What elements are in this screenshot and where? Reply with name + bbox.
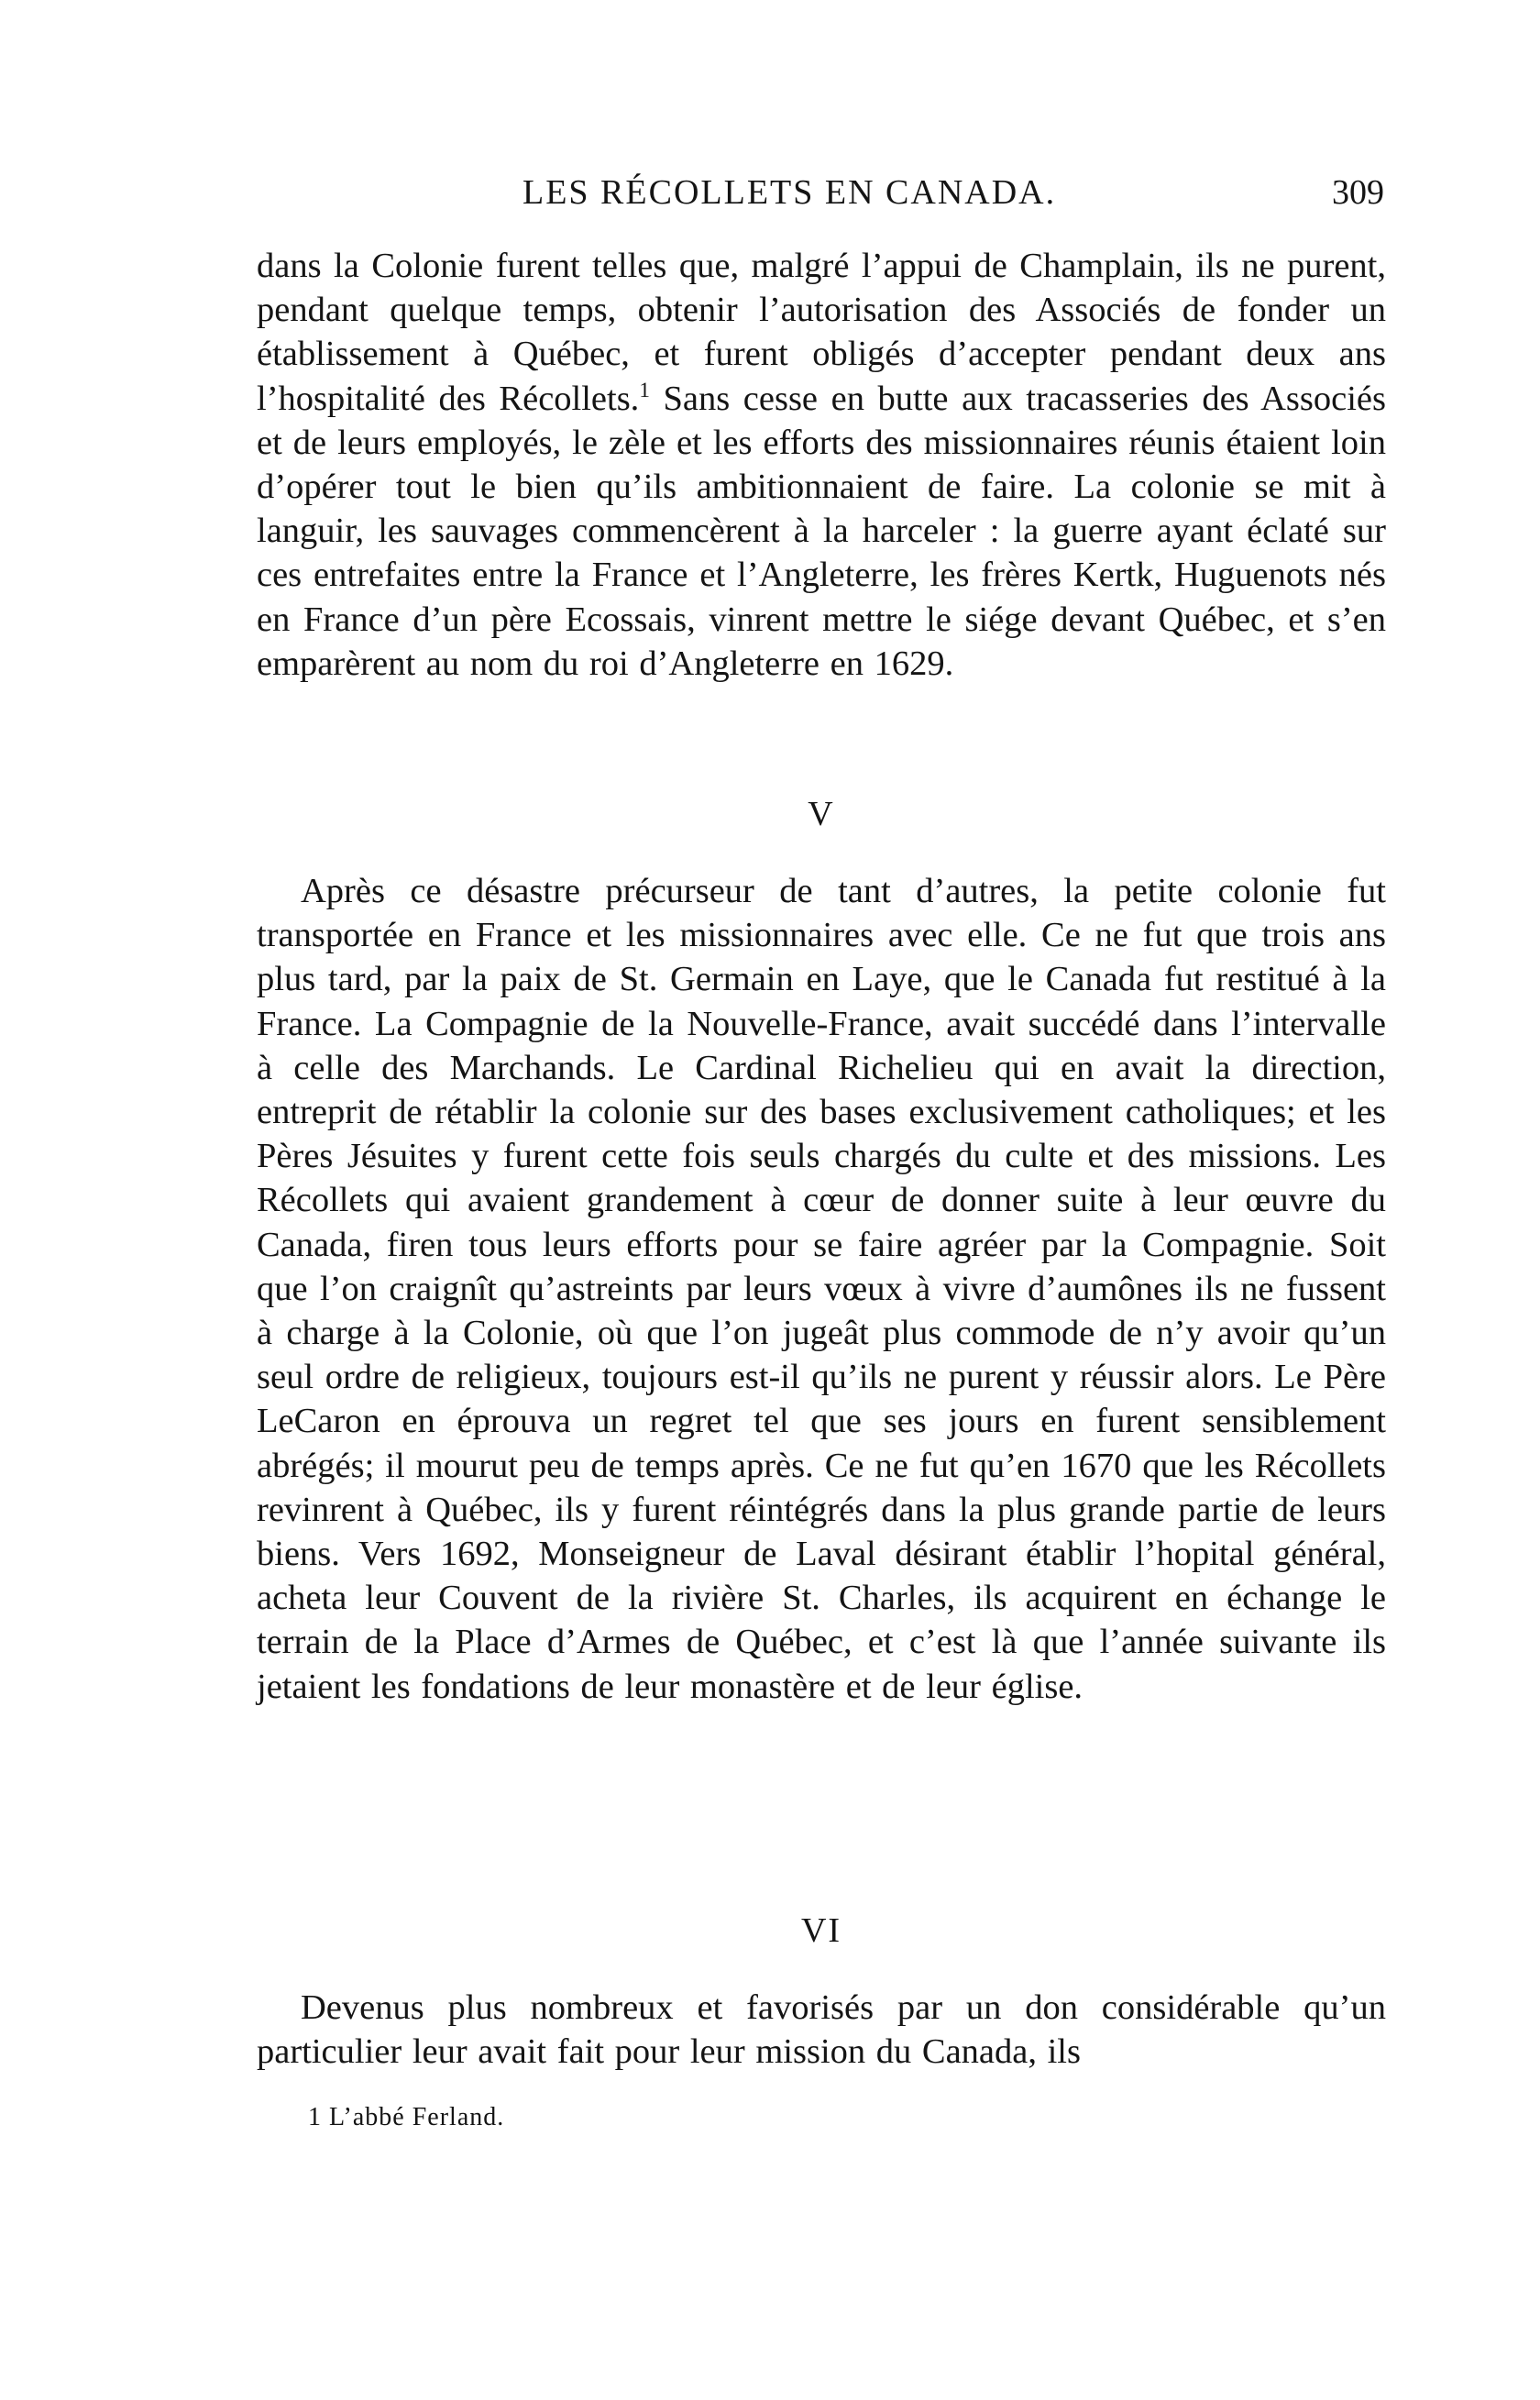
running-title: LES RÉCOLLETS EN CANADA. (522, 173, 1057, 212)
page-number: 309 (1332, 173, 1384, 212)
paragraph-continued (257, 244, 1386, 686)
section-heading-v: V (808, 795, 835, 833)
paragraph: Devenus plus nombreux et favorisés par un don considérable qu’un particulier leur avait fait pour leur mission du Canada, ils (257, 1988, 1386, 2072)
paragraph: Après ce désastre précurseur de tant d’autres, la petite colonie fut transportée en France et les missionnaires avec elle. Ce ne fut que trois ans plus tard, par la paix de St. Germain en Laye, que le Canada fut restitué à la France. La Compagnie de la Nouvelle-France, avait succédé dans l’intervalle à celle des Marchands. Le Cardinal Richelieu qui en avait la direction, entreprit de rétablir la colonie sur des bases exclusivement catholiques; et les Pères Jésuites y furent cette fois seuls chargés du culte et des missions. Les Récollets qui avaient grandement à cœur de donner suite à leur œuvre du Canada, firen tous leurs efforts pour se faire agréer par la Compagnie. Soit que l’on craignît qu’astreints par leurs vœux à vivre d’aumônes ils ne fussent à charge à la Colonie, où que l’on jugeât plus commode de n’y avoir qu’un seul ordre de religieux, toujours est-il qu’ils ne purent y réussir alors. Le Père LeCaron en éprouva un regret tel que ses jours en furent sensiblement abrégés; il mourut peu de temps après. Ce ne fut qu’en 1670 que les Récollets revinrent à Québec, ils y furent réintégrés dans la plus grande partie de leurs biens. Vers 1692, Monseigneur de Laval désirant établir l’hopital général, acheta leur Couvent de la rivière St. Charles, ils acquirent en échange le terrain de la Place d’Armes de Québec, et c’est là que l’année suivante ils jetaient les fondations de leur monastère et de leur église. (257, 872, 1386, 1706)
section-heading-vi: VI (800, 1911, 842, 1950)
footnote-marker: 1 (639, 377, 650, 402)
running-head (257, 172, 1384, 224)
text-block-section-vi (257, 1986, 1386, 2074)
paragraph-text: dans la Colonie furent telles que, malgré l’appui de Champlain, ils ne purent, pendant quelque temps, obtenir l’autorisation des Associés de fonder un établissement à Québec, et furent obligés d’accepter pendant deux ans l’hospitalité des Récollets. (257, 247, 1386, 418)
text-block-section-v (257, 869, 1386, 1709)
text-block-continued (257, 244, 1386, 686)
paragraph-text-rest: Sans cesse en butte aux tracasseries des Associés et de leurs employés, le zèle et les efforts des missionnaires réunis étaient loin d’opérer tout le bien qu’ils ambitionnaient de faire. La colonie se mit à languir, les sauvages commencèrent à la harceler : la guerre ayant éclaté sur ces entrefaites entre la France et l’Angleterre, les frères Kertk, Huguenots nés en France d’un père Ecossais, vinrent mettre le siége devant Québec, et s’en emparèrent au nom du roi d’Angleterre en 1629. (257, 379, 1386, 683)
footnote: 1 L’abbé Ferland. (308, 2103, 505, 2131)
